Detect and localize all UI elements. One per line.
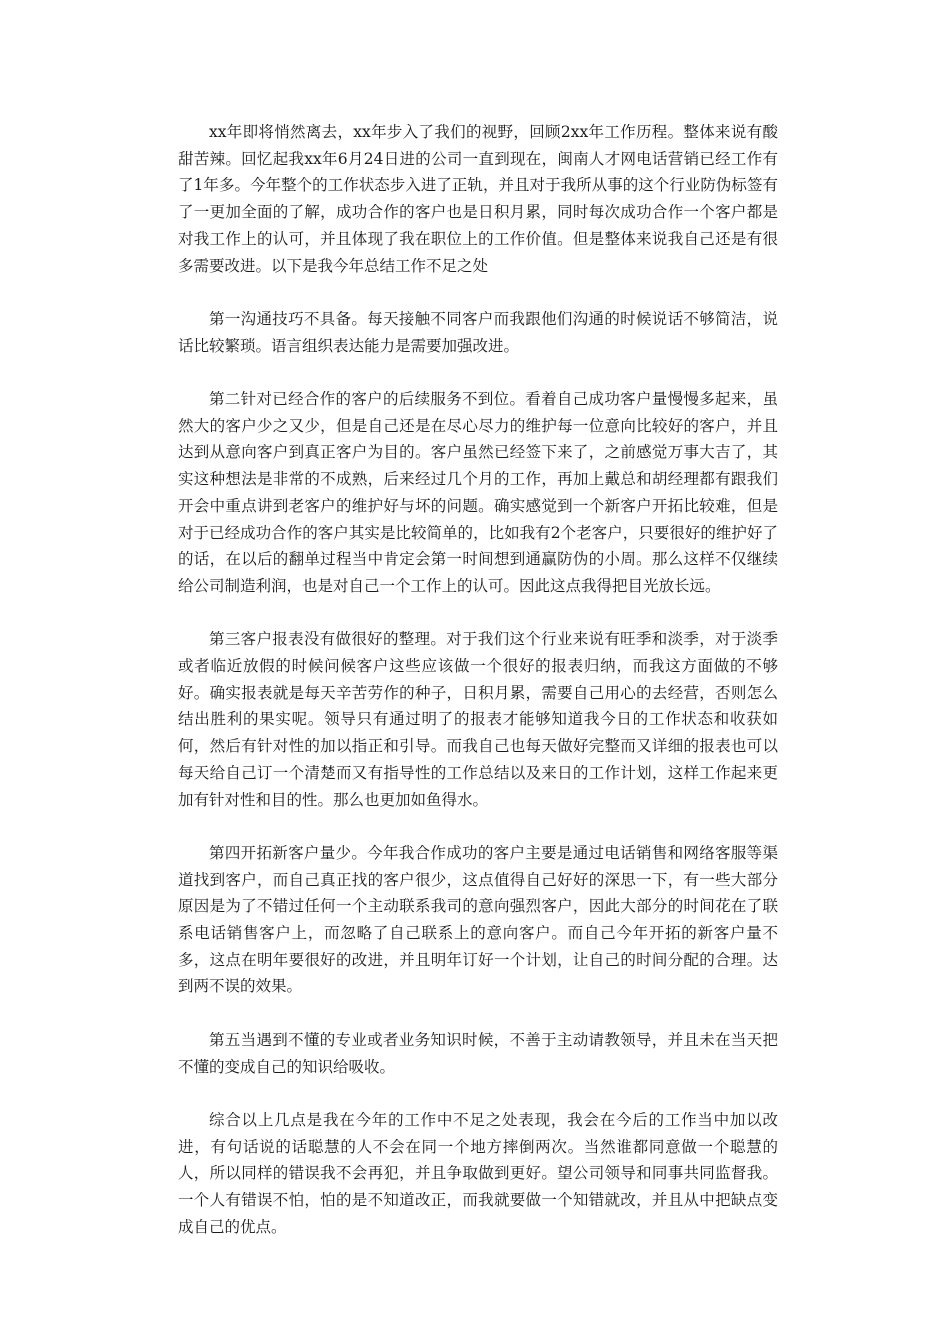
paragraph-intro: xx年即将悄然离去，xx年步入了我们的视野，回顾2xx年工作历程。整体来说有酸甜苦辣。回忆起我xx年6月24日进的公司一直到现在，闽南人才网电话营销已经工作有了1年多。今年整个的工作状态步入进了正轨，并且对于我所从事的这个行业防伪标签有了一更加全面的了解，成功合作的客户也是日积月累，同时每次成功合作一个客户都是对我工作上的认可，并且体现了我在职位上的工作价值。但是整体来说我自己还是有很多需要改进。以下是我今年总结工作不足之处 [178,123,778,275]
paragraph-point-5: 第五当遇到不懂的专业或者业务知识时候，不善于主动请教领导，并且未在当天把不懂的变成自己的知识给吸收。 [178,1030,778,1076]
document-body [178,119,778,1267]
paragraph-point-4: 第四开拓新客户量少。今年我合作成功的客户主要是通过电话销售和网络客服等渠道找到客户，而自己真正找的客户很少，这点值得自己好好的深思一下，有一些大部分原因是为了不错过任何一个主动联系我司的意向强烈客户，因此大部分的时间花在了联系电话销售客户上，而忽略了自己联系上的意向客户。而自己今年开拓的新客户量不多，这点在明年要很好的改进，并且明年订好一个计划，让自己的时间分配的合理。达到两不误的效果。 [178,843,778,996]
paragraph-point-2: 第二针对已经合作的客户的后续服务不到位。看着自己成功客户量慢慢多起来，虽然大的客户少之又少，但是自己还是在尽心尽力的维护每一位意向比较好的客户，并且达到从意向客户到真正客户为目的。客户虽然已经签下来了，之前感觉万事大吉了，其实这种想法是非常的不成熟，后来经过几个月的工作，再加上戴总和胡经理都有跟我们开会中重点讲到老客户的维护好与坏的问题。确实感觉到一个新客户开拓比较难，但是对于已经成功合作的客户其实是比较简单的，比如我有2个老客户，只要很好的维护好了的话，在以后的翻单过程当中肯定会第一时间想到通赢防伪的小周。那么这样不仅继续给公司制造利润，也是对自己一个工作上的认可。因此这点我得把目光放长远。 [178,390,778,595]
paragraph-point-1: 第一沟通技巧不具备。每天接触不同客户而我跟他们沟通的时候说话不够简洁，说话比较繁琐。语言组织表达能力是需要加强改进。 [178,309,778,355]
paragraph-conclusion: 综合以上几点是我在今年的工作中不足之处表现，我会在今后的工作当中加以改进，有句话说的话聪慧的人不会在同一个地方摔倒两次。当然谁都同意做一个聪慧的人，所以同样的错误我不会再犯，并且争取做到更好。望公司领导和同事共同监督我。一个人有错误不怕，怕的是不知道改正，而我就要做一个知错就改，并且从中把缺点变成自己的优点。 [178,1110,778,1236]
paragraph-point-3: 第三客户报表没有做很好的整理。对于我们这个行业来说有旺季和淡季，对于淡季或者临近放假的时候问候客户这些应该做一个很好的报表归纳，而我这方面做的不够好。确实报表就是每天辛苦劳作的种子，日积月累，需要自己用心的去经营，否则怎么结出胜利的果实呢。领导只有通过明了的报表才能够知道我今日的工作状态和收获如何，然后有针对性的加以指正和引导。而我自己也每天做好完整而又详细的报表也可以每天给自己订一个清楚而又有指导性的工作总结以及来日的工作计划，这样工作起来更加有针对性和目的性。那么也更加如鱼得水。 [178,630,778,809]
